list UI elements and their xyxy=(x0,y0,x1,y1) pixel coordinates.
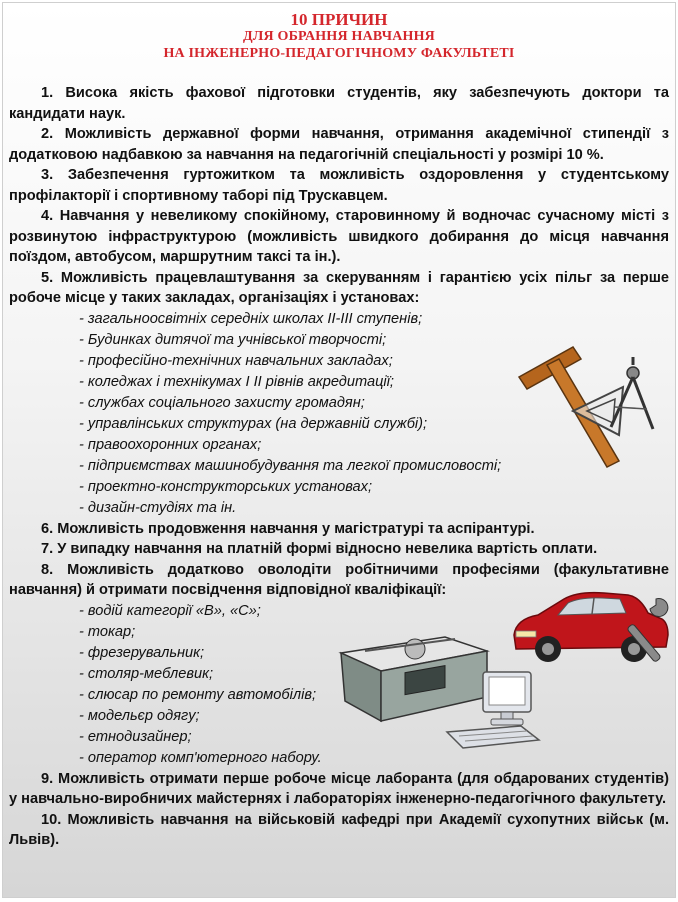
flyer-page xyxy=(2,2,676,898)
drafting-tools-icon xyxy=(511,339,661,469)
reason-9: 9. Можливість отримати перше робоче місце лаборанта (для обдарованих студентів) у навчально-виробничих майстернях і лабораторіях інженерно-педагогічного факультету. xyxy=(9,770,669,807)
list-item: - слюсар по ремонту автомобілів; xyxy=(79,686,317,703)
title-line-3: НА ІНЖЕНЕРНО-ПЕДАГОГІЧНОМУ ФАКУЛЬТЕТІ xyxy=(163,46,515,61)
list-item: - правоохоронних органах; xyxy=(79,436,262,453)
list-item: - Будинках дитячої та учнівської творчості; xyxy=(79,331,387,348)
list-item: - токар; xyxy=(79,623,136,640)
reason-7: 7. У випадку навчання на платній формі відносно невелика вартість оплати. xyxy=(41,541,598,557)
reason-10: 10. Можливість навчання на військовій кафедрі при Академії сухопутних військ (м. Львів). xyxy=(9,811,669,848)
reason-6: 6. Можливість продовження навчання у магістратурі та аспірантурі. xyxy=(41,520,535,537)
list-item: - службах соціального захисту громадян; xyxy=(79,394,365,411)
list-item: - фрезерувальник; xyxy=(79,644,205,661)
reason-8: 8. Можливість додатково оволодіти робітничими професіями (факультативне навчання) й отримати посвідчення відповідної кваліфікації: xyxy=(9,561,669,598)
reason-3: 3. Забезпечення гуртожитком та можливість оздоровлення у студентському профілакторії і спортивному таборі під Трускавцем. xyxy=(9,167,669,204)
reason-1: 1. Висока якість фахової підготовки студентів, яку забезпечують доктори та кандидати наук. xyxy=(9,85,669,122)
list-item: - професійно-технічних навчальних закладах; xyxy=(79,352,393,369)
list-item: - дизайн-студіях та ін. xyxy=(79,499,237,516)
car-with-wrench-icon xyxy=(508,573,673,678)
list-item: - підприємствах машинобудування та легкої промисловості; xyxy=(79,457,502,474)
list-item: - управлінських структурах (на державній службі); xyxy=(79,415,428,432)
computer-icon xyxy=(443,668,543,756)
reason-2: 2. Можливість державної форми навчання, отримання академічної стипендії з додатковою надбавкою за навчання на педагогічній спеціальності у розмірі 10 %. xyxy=(9,126,669,163)
list-item: - оператор комп'ютерного набору. xyxy=(79,749,322,766)
list-item: - коледжах і технікумах І ІІ рівнів акредитації; xyxy=(79,373,394,390)
list-item: - модельєр одягу; xyxy=(79,707,200,724)
list-item: - проектно-конструкторських установах; xyxy=(79,478,372,495)
list-item: - етнодизайнер; xyxy=(79,728,192,745)
list-item: - загальноосвітніх середніх школах ІІ-ІІІ ступенів; xyxy=(79,310,423,327)
page-title xyxy=(3,3,675,62)
title-line-2: ДЛЯ ОБРАННЯ НАВЧАННЯ xyxy=(243,29,435,44)
list-item: - столяр-меблевик; xyxy=(79,665,214,682)
reason-5: 5. Можливість працевлаштування за скеруванням і гарантією усіх пільг за перше робоче місце у таких закладах, організаціях і установах: xyxy=(9,269,669,306)
reason-4: 4. Навчання у невеликому спокійному, старовинному й водночас сучасному місті з розвинутою інфраструктурою (можливість швидкого добирання до місця навчання поїздом, автобусом, маршрутним таксі та ін.). xyxy=(9,208,669,265)
title-line-1: 10 ПРИЧИН xyxy=(290,10,388,29)
list-item: - водій категорії «В», «С»; xyxy=(79,602,261,619)
